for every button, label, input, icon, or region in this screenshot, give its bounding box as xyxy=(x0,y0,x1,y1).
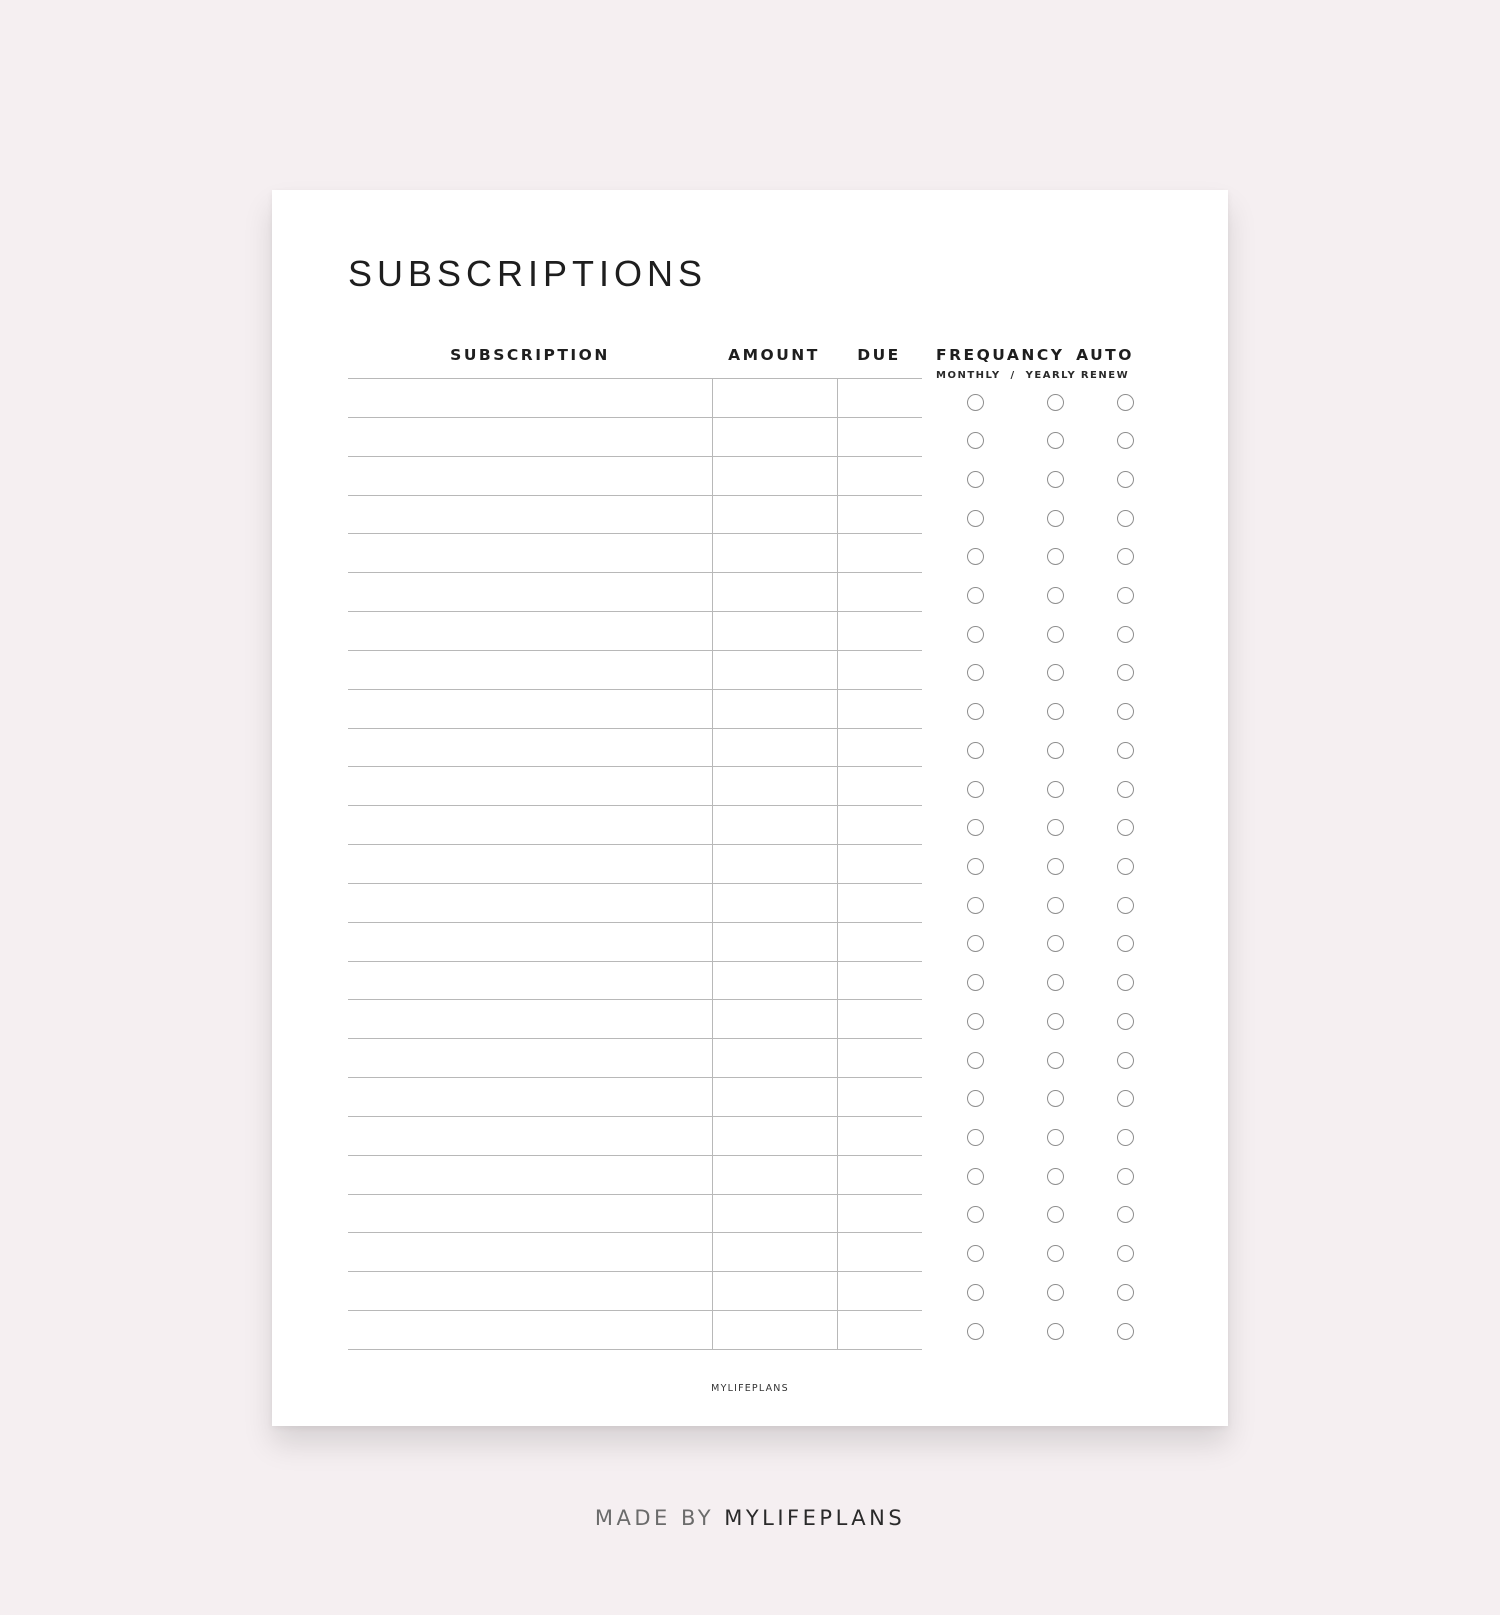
row-rule xyxy=(348,1232,922,1233)
row-rule xyxy=(348,1271,922,1272)
row-rule xyxy=(348,922,922,923)
row-rule xyxy=(348,1155,922,1156)
auto-renew-option[interactable] xyxy=(1117,1284,1134,1301)
monthly-option[interactable] xyxy=(967,1168,984,1185)
yearly-option[interactable] xyxy=(1047,1206,1064,1223)
monthly-option[interactable] xyxy=(967,974,984,991)
yearly-option[interactable] xyxy=(1047,1090,1064,1107)
auto-renew-option[interactable] xyxy=(1117,664,1134,681)
column-subheader-frequency: MONTHLY / YEARLY xyxy=(936,370,1077,381)
yearly-option[interactable] xyxy=(1047,742,1064,759)
row-rule xyxy=(348,456,922,457)
credit-brand: MYLIFEPLANS xyxy=(724,1506,906,1530)
row-rule xyxy=(348,378,922,379)
yearly-option[interactable] xyxy=(1047,781,1064,798)
monthly-option[interactable] xyxy=(967,1052,984,1069)
row-rule xyxy=(348,533,922,534)
auto-renew-option[interactable] xyxy=(1117,548,1134,565)
auto-renew-option[interactable] xyxy=(1117,1013,1134,1030)
monthly-option[interactable] xyxy=(967,626,984,643)
row-rule xyxy=(348,766,922,767)
yearly-option[interactable] xyxy=(1047,587,1064,604)
auto-renew-option[interactable] xyxy=(1117,1206,1134,1223)
column-subheader-auto: RENEW xyxy=(1080,370,1130,381)
monthly-option[interactable] xyxy=(967,781,984,798)
row-rule xyxy=(348,417,922,418)
monthly-option[interactable] xyxy=(967,935,984,952)
row-rule xyxy=(348,1194,922,1195)
monthly-option[interactable] xyxy=(967,1129,984,1146)
row-rule xyxy=(348,728,922,729)
monthly-option[interactable] xyxy=(967,703,984,720)
column-header-auto: AUTO xyxy=(1076,346,1134,364)
auto-renew-option[interactable] xyxy=(1117,471,1134,488)
row-rule xyxy=(348,999,922,1000)
monthly-option[interactable] xyxy=(967,1284,984,1301)
yearly-option[interactable] xyxy=(1047,548,1064,565)
auto-renew-option[interactable] xyxy=(1117,935,1134,952)
yearly-option[interactable] xyxy=(1047,394,1064,411)
row-rule xyxy=(348,883,922,884)
row-rule xyxy=(348,1038,922,1039)
yearly-option[interactable] xyxy=(1047,1284,1064,1301)
yearly-option[interactable] xyxy=(1047,432,1064,449)
yearly-option[interactable] xyxy=(1047,1168,1064,1185)
yearly-option[interactable] xyxy=(1047,1052,1064,1069)
auto-renew-option[interactable] xyxy=(1117,858,1134,875)
column-header-amount: AMOUNT xyxy=(728,346,820,364)
column-header-subscription: SUBSCRIPTION xyxy=(450,346,610,364)
yearly-option[interactable] xyxy=(1047,703,1064,720)
auto-renew-option[interactable] xyxy=(1117,1245,1134,1262)
auto-renew-option[interactable] xyxy=(1117,897,1134,914)
row-rule xyxy=(348,572,922,573)
auto-renew-option[interactable] xyxy=(1117,819,1134,836)
yearly-option[interactable] xyxy=(1047,1129,1064,1146)
column-header-frequency: FREQUANCY xyxy=(936,346,1065,364)
yearly-option[interactable] xyxy=(1047,897,1064,914)
planner-sheet xyxy=(272,190,1228,1426)
auto-renew-option[interactable] xyxy=(1117,510,1134,527)
subscription-table xyxy=(348,378,922,1349)
yearly-option[interactable] xyxy=(1047,819,1064,836)
amount-column-divider xyxy=(712,378,713,1349)
auto-renew-option[interactable] xyxy=(1117,1090,1134,1107)
page-title: SUBSCRIPTIONS xyxy=(348,253,708,294)
yearly-option[interactable] xyxy=(1047,858,1064,875)
monthly-option[interactable] xyxy=(967,664,984,681)
row-rule xyxy=(348,805,922,806)
row-rule xyxy=(348,495,922,496)
yearly-option[interactable] xyxy=(1047,471,1064,488)
yearly-option[interactable] xyxy=(1047,935,1064,952)
monthly-option[interactable] xyxy=(967,432,984,449)
monthly-option[interactable] xyxy=(967,897,984,914)
yearly-option[interactable] xyxy=(1047,510,1064,527)
row-rule xyxy=(348,1116,922,1117)
monthly-option[interactable] xyxy=(967,1245,984,1262)
auto-renew-option[interactable] xyxy=(1117,1323,1134,1340)
monthly-option[interactable] xyxy=(967,587,984,604)
monthly-option[interactable] xyxy=(967,1013,984,1030)
due-column-divider xyxy=(837,378,838,1349)
auto-renew-option[interactable] xyxy=(1117,394,1134,411)
yearly-option[interactable] xyxy=(1047,974,1064,991)
row-rule xyxy=(348,1077,922,1078)
auto-renew-option[interactable] xyxy=(1117,1168,1134,1185)
credit-prefix: MADE BY xyxy=(594,1506,715,1530)
auto-renew-option[interactable] xyxy=(1117,1129,1134,1146)
yearly-option[interactable] xyxy=(1047,664,1064,681)
column-header-due: DUE xyxy=(857,346,901,364)
yearly-option[interactable] xyxy=(1047,1323,1064,1340)
row-rule xyxy=(348,650,922,651)
auto-renew-option[interactable] xyxy=(1117,1052,1134,1069)
monthly-option[interactable] xyxy=(967,742,984,759)
monthly-option[interactable] xyxy=(967,819,984,836)
yearly-option[interactable] xyxy=(1047,1013,1064,1030)
auto-renew-option[interactable] xyxy=(1117,432,1134,449)
monthly-option[interactable] xyxy=(967,471,984,488)
auto-renew-option[interactable] xyxy=(1117,781,1134,798)
monthly-option[interactable] xyxy=(967,1206,984,1223)
row-rule xyxy=(348,1349,922,1350)
monthly-option[interactable] xyxy=(967,394,984,411)
made-by-credit xyxy=(0,1508,1500,1529)
auto-renew-option[interactable] xyxy=(1117,587,1134,604)
yearly-option[interactable] xyxy=(1047,1245,1064,1262)
row-rule xyxy=(348,961,922,962)
row-rule xyxy=(348,689,922,690)
monthly-option[interactable] xyxy=(967,858,984,875)
row-rule xyxy=(348,611,922,612)
auto-renew-option[interactable] xyxy=(1117,974,1134,991)
auto-renew-option[interactable] xyxy=(1117,742,1134,759)
monthly-option[interactable] xyxy=(967,510,984,527)
auto-renew-option[interactable] xyxy=(1117,626,1134,643)
monthly-option[interactable] xyxy=(967,548,984,565)
yearly-option[interactable] xyxy=(1047,626,1064,643)
row-rule xyxy=(348,844,922,845)
auto-renew-option[interactable] xyxy=(1117,703,1134,720)
row-rule xyxy=(348,1310,922,1311)
sheet-footer-brand: MYLIFEPLANS xyxy=(711,1383,789,1394)
monthly-option[interactable] xyxy=(967,1323,984,1340)
monthly-option[interactable] xyxy=(967,1090,984,1107)
